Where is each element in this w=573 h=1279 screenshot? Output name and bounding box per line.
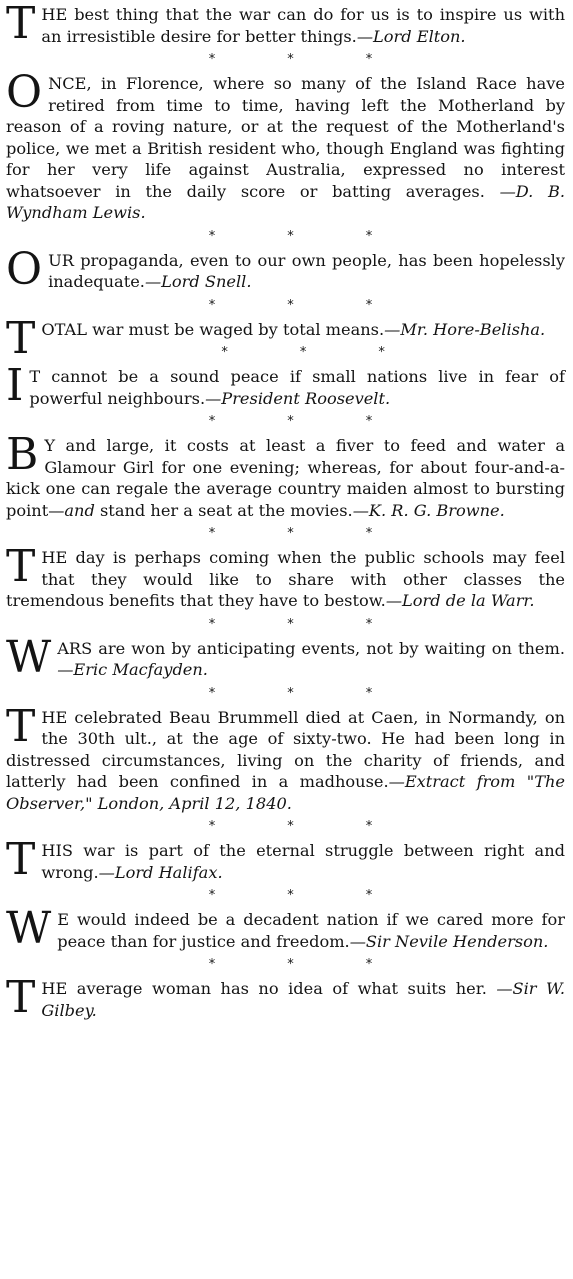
quote-text [6,312,565,364]
quote-item [6,834,565,885]
separator-stars [16,293,565,319]
star: * [365,414,373,429]
quote-body: HE best thing that the war can do for us is to inspire us with an irresistible desire for better things. [41,5,565,46]
quote-source: —Lord Halifax. [98,862,223,882]
star: * [378,345,385,360]
separator-stars [16,814,565,840]
separator-stars [16,883,565,909]
star: * [365,52,373,67]
drop-cap: W [6,631,52,683]
quote-body: T cannot be a sound peace if small nations live in fear of powerful neighbours. [29,367,565,408]
drop-cap: T [6,312,36,364]
drop-cap: T [6,0,36,49]
quote-item [6,67,566,224]
star: * [208,957,216,972]
quote-source: —K. R. G. Browne. [352,500,505,520]
star: * [287,414,294,429]
quote-source: —D. B. Wyndham Lewis. [6,181,566,222]
drop-cap: W [6,903,52,954]
star: * [287,685,294,701]
star: * [365,228,373,244]
drop-cap: O [6,243,43,295]
star: * [221,345,228,360]
quote-item [6,243,565,295]
quote-body: E would indeed be a decadent nation if we cared more for peace than for justice and freedom. [57,910,565,951]
quote-item [6,903,565,954]
quote-item [6,312,565,364]
quote-body: ARS are won by anticipating events, not by waiting on them. [57,638,565,658]
star: * [287,819,294,834]
star: * [365,297,373,313]
quote-body: HIS war is part of the eternal struggle between right and wrong. [41,841,565,882]
star: * [208,526,216,541]
separator-stars [16,224,565,250]
quote-item [6,631,565,683]
quote-text [6,0,565,49]
separator-stars [16,521,565,547]
drop-cap: T [6,972,36,1023]
quote-text [6,834,565,885]
quote-source: —Eric Macfayden. [57,660,208,679]
drop-cap: T [6,700,36,752]
quote-body-cont: stand her a seat at the movies. [94,500,353,520]
star: * [287,52,294,67]
quote-source: —President Roosevelt. [205,388,391,408]
star: * [365,616,373,632]
star: * [365,957,373,972]
quote-source: —Lord Elton. [356,26,466,46]
star: * [208,414,216,429]
quote-item [6,360,565,411]
quote-emphasis: and [64,500,95,520]
star: * [287,957,294,972]
star: * [208,616,216,632]
quote-item [6,0,565,49]
quote-text [6,972,565,1023]
drop-cap: T [6,541,36,592]
star: * [365,819,373,834]
star: * [287,888,294,903]
star: * [208,52,216,67]
separator-stars [16,47,565,73]
quote-body: Y and large, it costs at least a fiver to feed and water a Glamour Girl for one evening; whereas, for about four-and-a-kick one can regale the average country maiden almost to bursting point— [6,436,565,520]
separator-stars [16,409,565,435]
star: * [365,888,373,903]
quote-source: —Lord de la Warr. [385,591,535,610]
star: * [208,228,216,244]
quote-source: —Extract from "The Observer," London, April 12, 1840. [6,772,565,813]
separator-stars [41,340,565,366]
quote-item [6,700,565,815]
quote-text [6,903,565,954]
separator-stars [16,952,565,978]
quote-body: HE average woman has no idea of what suits her. [41,979,487,998]
star: * [287,526,294,541]
star: * [208,297,216,313]
star: * [365,526,373,541]
star: * [287,616,294,632]
star: * [208,685,216,701]
star: * [287,228,294,244]
quote-source: —Sir W. Gilbey. [41,979,565,1020]
quote-item [6,541,565,612]
separator-stars [16,681,565,707]
star: * [208,888,216,903]
quote-text [6,67,566,224]
quote-body: HE day is perhaps coming when the public schools may feel that they would like to share with other classes the tremendous benefits that they have to bestow. [6,548,565,610]
quote-body: OTAL war must be waged by total means. [41,319,385,339]
drop-cap: B [6,429,39,480]
quote-body: HE celebrated Beau Brummell died at Caen, in Normandy, on the 30th ult., at the age of sixty-two. He had been long in distressed circumstances, living on the charity of friends, and latterly had been confined in a madhouse. [6,707,565,791]
quote-source: —Mr. Hore-Belisha. [384,319,546,339]
star: * [365,685,373,701]
quote-text [6,429,565,521]
drop-cap: O [6,67,43,118]
quote-body: UR propaganda, even to our own people, has been hopelessly inadequate. [48,250,565,291]
quote-text [6,360,565,411]
quote-text [6,243,565,295]
star: * [208,819,216,834]
quote-text [6,700,565,815]
star: * [299,345,307,360]
quote-body: NCE, in Florence, where so many of the Island Race have retired from time to time, having left the Motherland by reason of a roving nature, or at the request of the Motherland's police, we met a British resident who, though England was fighting for her very life against Australia, expressed no interest whatsoever in the daily score or batting averages. [6,74,565,201]
quote-item [6,429,565,521]
quote-item [6,972,565,1023]
quote-source: —Lord Snell. [144,272,252,291]
drop-cap: T [6,834,36,885]
separator-stars [16,612,565,638]
quote-source: —Sir Nevile Henderson. [349,931,549,951]
quote-text [6,541,565,612]
drop-cap: I [6,360,24,411]
quote-text [6,631,565,683]
star: * [287,297,294,313]
